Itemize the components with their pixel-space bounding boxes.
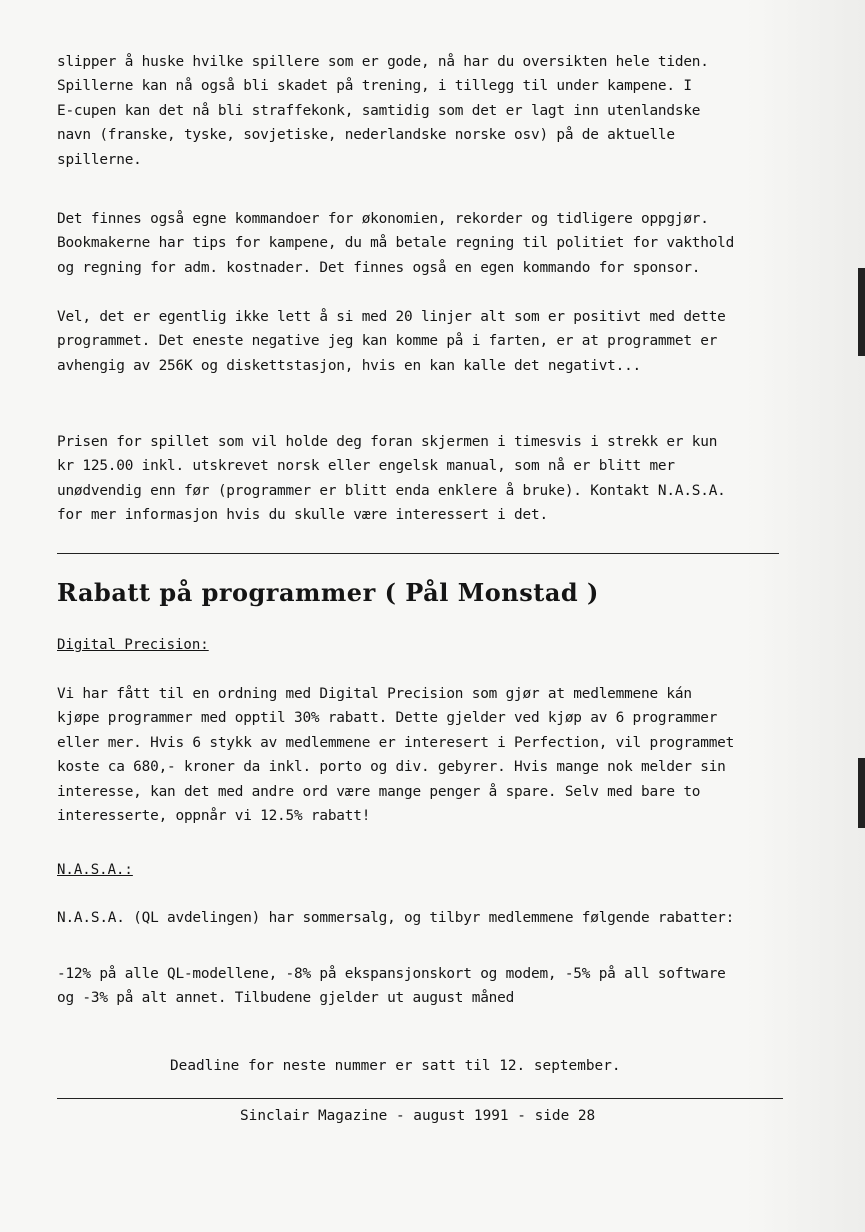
text-line: og regning for adm. kostnader. Det finnes også en egen kommando for sponsor. [57, 259, 701, 276]
text-line: unødvendig enn før (programmer er blitt enda enklere å bruke). Kontakt N.A.S.A. [57, 482, 726, 499]
text-line: interesserte, oppnår vi 12.5% rabatt! [57, 807, 371, 824]
paragraph-digital-precision [57, 682, 785, 828]
bleed-through-shade [745, 0, 865, 1232]
text-line: Spillerne kan nå også bli skadet på trening, i tillegg til under kampene. I [57, 78, 692, 95]
text-line: N.A.S.A. (QL avdelingen) har sommersalg, og tilbyr medlemmene følgende rabatter: [57, 910, 735, 926]
section-title-digital-precision: Digital Precision: [57, 637, 209, 653]
text-line: slipper å huske hvilke spillere som er gode, nå har du oversikten hele tiden. [57, 54, 709, 70]
deadline-notice: Deadline for neste nummer er satt til 12. september. [170, 1058, 621, 1074]
paragraph-nasa-intro [57, 906, 785, 930]
text-line: interesse, kan det med andre ord være mange penger å spare. Selv med bare to [57, 783, 701, 800]
text-line: Bookmakerne har tips for kampene, du må betale regning til politiet for vakthold [57, 235, 735, 252]
text-line: Prisen for spillet som vil holde deg foran skjermen i timesvis i strekk er kun [57, 434, 718, 450]
article-heading: Rabatt på programmer ( Pål Monstad ) [57, 578, 599, 607]
footer-divider [57, 1098, 783, 1099]
text-line: kjøpe programmer med opptil 30% rabatt. Dette gjelder ved kjøp av 6 programmer [57, 710, 718, 727]
text-line: avhengig av 256K og diskettstasjon, hvis en kan kalle det negativt... [57, 357, 642, 374]
text-line: navn (franske, tyske, sovjetiske, nederlandske norske osv) på de aktuelle [57, 127, 675, 144]
section-divider [57, 553, 779, 554]
text-line: eller mer. Hvis 6 stykk av medlemmene er interesert i Perfection, vil programmet [57, 734, 735, 751]
text-line: spillerne. [57, 151, 142, 168]
text-line: og -3% på alt annet. Tilbudene gjelder ut august måned [57, 990, 515, 1007]
text-line: programmet. Det eneste negative jeg kan komme på i farten, er at programmet er [57, 333, 718, 350]
paragraph-game-features [57, 50, 785, 172]
text-line: kr 125.00 inkl. utskrevet norsk eller engelsk manual, som nå er blitt mer [57, 458, 675, 475]
text-line: Vi har fått til en ordning med Digital Precision som gjør at medlemmene kán [57, 686, 692, 702]
text-line: -12% på alle QL-modellene, -8% på ekspansjonskort og modem, -5% på all software [57, 966, 726, 982]
page-edge-tab [858, 268, 865, 356]
text-line: Vel, det er egentlig ikke lett å si med 20 linjer alt som er positivt med dette [57, 309, 726, 325]
page-footer: Sinclair Magazine - august 1991 - side 28 [240, 1108, 596, 1124]
text-line: Det finnes også egne kommandoer for økonomien, rekorder og tidligere oppgjør. [57, 211, 709, 227]
page-edge-tab [858, 758, 865, 828]
paragraph-commands [57, 207, 785, 280]
paragraph-nasa-discounts [57, 962, 785, 1011]
section-title-nasa: N.A.S.A.: [57, 862, 133, 878]
text-line: koste ca 680,- kroner da inkl. porto og div. gebyrer. Hvis mange nok melder sin [57, 759, 726, 776]
text-line: E-cupen kan det nå bli straffekonk, samtidig som det er lagt inn utenlandske [57, 102, 701, 119]
paragraph-price [57, 430, 785, 528]
text-line: for mer informasjon hvis du skulle være interessert i det. [57, 507, 548, 524]
paragraph-verdict [57, 305, 785, 378]
